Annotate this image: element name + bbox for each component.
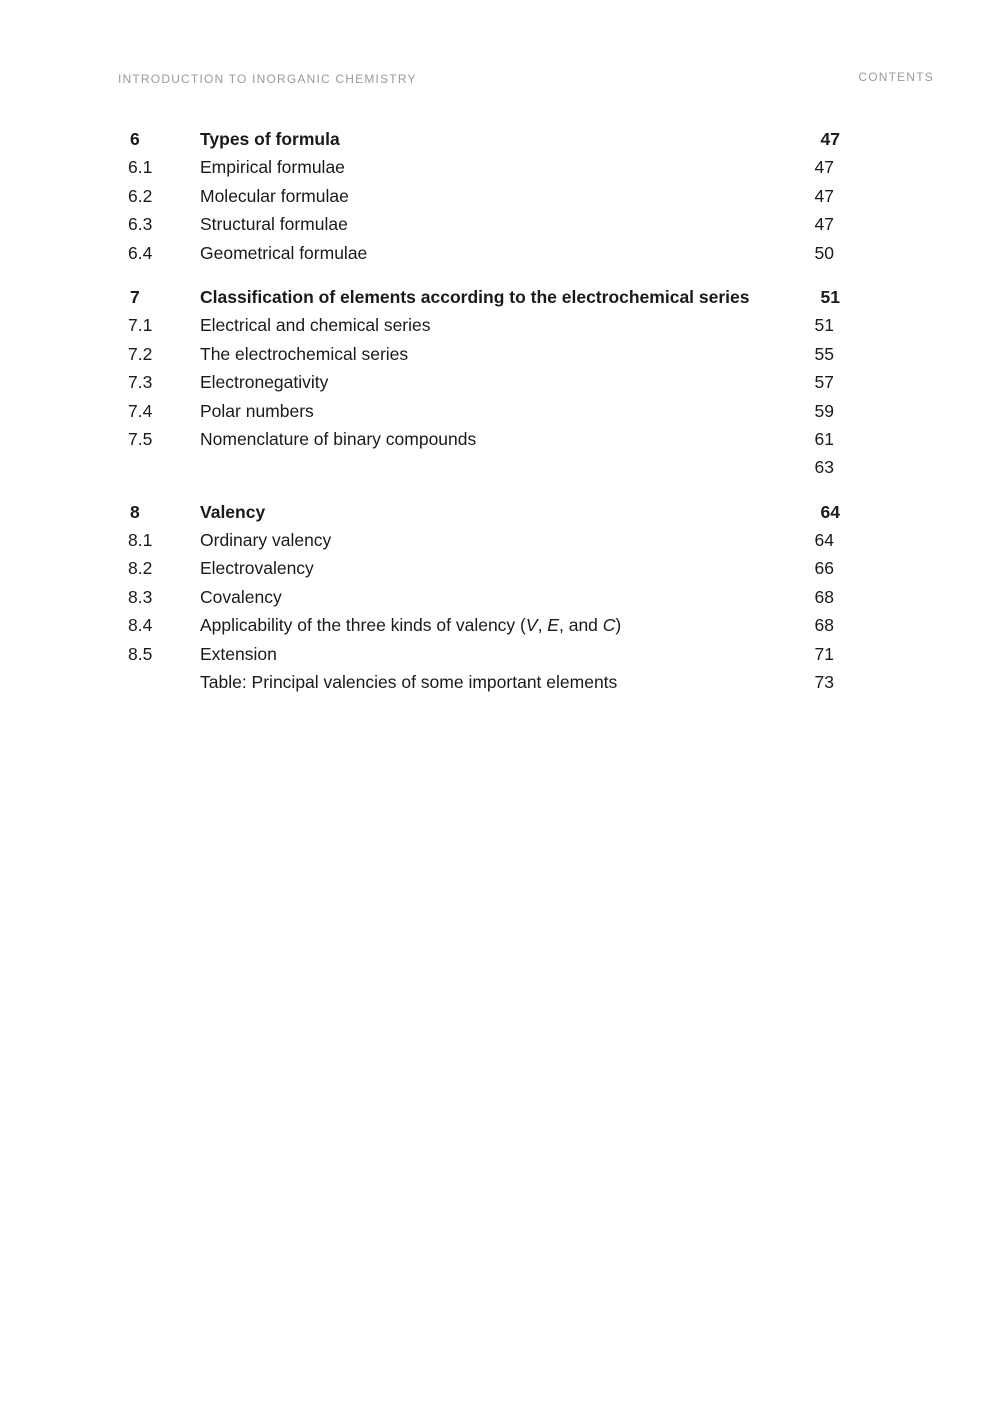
toc-entry[interactable] — [128, 526, 840, 554]
title-text: , — [537, 615, 548, 636]
section-page: 55 — [814, 343, 834, 364]
toc-chapter-7 — [128, 283, 840, 482]
section-page: 71 — [814, 643, 834, 664]
section-page: 63 — [814, 457, 834, 478]
section-page: 61 — [814, 428, 834, 449]
toc-entry[interactable] — [128, 554, 840, 582]
section-number: 7.5 — [128, 428, 153, 449]
toc-chapter-8 — [128, 498, 840, 697]
toc-chapter-6 — [128, 125, 840, 267]
chapter-number: 8 — [130, 501, 140, 522]
section-number: 6.2 — [128, 185, 153, 206]
section-page: 66 — [814, 558, 834, 579]
section-page: 47 — [814, 185, 834, 206]
title-text: Applicability of the three kinds of valency ( — [200, 615, 526, 636]
section-title: Table: Principal valencies of some important elements — [200, 672, 618, 693]
toc-entry[interactable] — [128, 182, 840, 210]
toc-entry[interactable] — [128, 368, 840, 396]
section-number: 8.1 — [128, 530, 153, 551]
running-head-section: CONTENTS — [858, 70, 934, 84]
section-title: Ordinary valency — [200, 530, 332, 551]
chapter-title: Classification of elements according to the electrochemical series — [200, 286, 750, 307]
section-number: 7.1 — [128, 315, 153, 336]
section-page: 59 — [814, 400, 834, 421]
title-italic-e: E — [547, 615, 559, 636]
section-title: Structural formulae — [200, 214, 348, 235]
section-page: 68 — [814, 615, 834, 636]
table-of-contents — [128, 125, 840, 712]
title-text: , and — [558, 615, 603, 636]
toc-entry[interactable] — [128, 397, 840, 425]
section-title: Nomenclature of binary compounds — [200, 428, 477, 449]
section-title: Empirical formulae — [200, 157, 345, 178]
section-number: 8.4 — [128, 615, 153, 636]
section-number: 6.1 — [128, 157, 153, 178]
section-page: 68 — [814, 586, 834, 607]
section-page: 51 — [814, 315, 834, 336]
section-page: 47 — [814, 157, 834, 178]
chapter-title: Valency — [200, 501, 266, 522]
toc-entry[interactable] — [128, 668, 840, 696]
chapter-page: 51 — [820, 286, 840, 307]
toc-chapter-heading[interactable] — [128, 283, 840, 311]
section-page: 73 — [814, 672, 834, 693]
section-title: The electrochemical series — [200, 343, 409, 364]
section-title: Molecular formulae — [200, 185, 349, 206]
section-title: Electronegativity — [200, 372, 329, 393]
section-title — [200, 611, 621, 639]
toc-entry[interactable] — [128, 210, 840, 238]
toc-chapter-heading[interactable] — [128, 125, 840, 153]
section-title: Polar numbers — [200, 400, 314, 421]
section-number: 7.4 — [128, 400, 153, 421]
section-page: 47 — [814, 214, 834, 235]
section-title: Extension — [200, 643, 277, 664]
title-text: ) — [615, 615, 622, 636]
toc-entry[interactable] — [128, 453, 840, 481]
toc-entry[interactable] — [128, 340, 840, 368]
section-number: 8.2 — [128, 558, 153, 579]
toc-entry[interactable] — [128, 583, 840, 611]
toc-entry[interactable] — [128, 239, 840, 267]
title-italic-v: V — [525, 615, 538, 636]
toc-entry[interactable] — [128, 611, 840, 639]
chapter-page: 64 — [820, 501, 840, 522]
section-number: 8.3 — [128, 586, 153, 607]
chapter-page: 47 — [820, 129, 840, 149]
section-title: Electrical and chemical series — [200, 315, 431, 336]
section-number: 7.2 — [128, 343, 153, 364]
section-number: 6.4 — [128, 242, 153, 263]
section-title: Covalency — [200, 586, 282, 607]
toc-entry[interactable] — [128, 153, 840, 181]
section-page: 50 — [814, 242, 834, 263]
section-title: Electrovalency — [200, 558, 314, 579]
toc-entry[interactable] — [128, 425, 840, 453]
section-number: 7.3 — [128, 372, 153, 393]
running-head-book-title: INTRODUCTION TO INORGANIC CHEMISTRY — [118, 72, 417, 86]
toc-chapter-heading[interactable] — [128, 498, 840, 526]
section-number: 8.5 — [128, 643, 153, 664]
section-number: 6.3 — [128, 214, 153, 235]
section-page: 64 — [814, 530, 834, 551]
chapter-number: 6 — [130, 129, 140, 149]
toc-entry[interactable] — [128, 640, 840, 668]
title-italic-c: C — [602, 615, 616, 636]
chapter-title: Types of formula — [200, 129, 340, 149]
section-title: Geometrical formulae — [200, 242, 368, 263]
section-page: 57 — [814, 372, 834, 393]
chapter-number: 7 — [130, 286, 140, 307]
toc-entry[interactable] — [128, 311, 840, 339]
